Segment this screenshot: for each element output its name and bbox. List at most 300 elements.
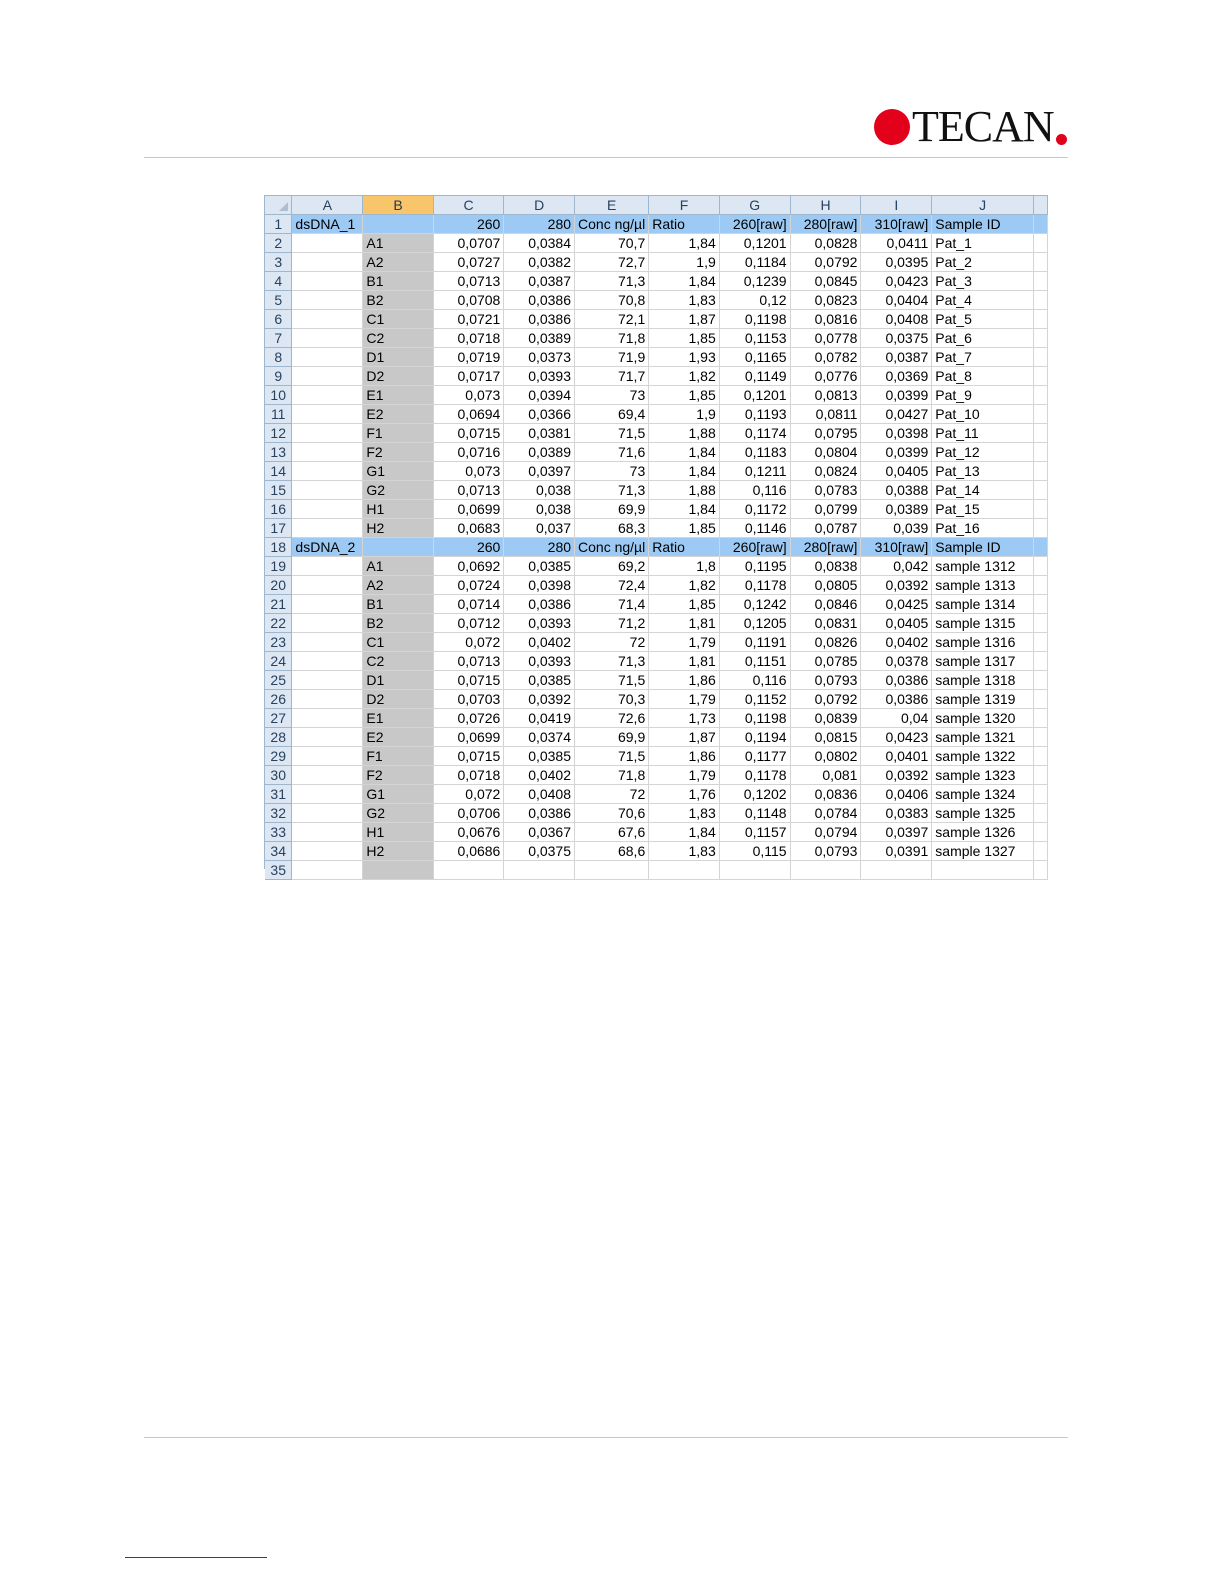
table-cell[interactable]: 0,1172 [719, 500, 790, 519]
table-cell[interactable]: 0,0423 [861, 728, 932, 747]
table-cell[interactable]: Pat_4 [932, 291, 1034, 310]
table-cell[interactable]: 0,0387 [861, 348, 932, 367]
table-cell[interactable]: 0,0411 [861, 234, 932, 253]
row-header[interactable]: 15 [265, 481, 292, 500]
table-cell[interactable]: 0,0727 [433, 253, 504, 272]
table-cell[interactable]: 0,0398 [504, 576, 575, 595]
row-header[interactable]: 6 [265, 310, 292, 329]
table-cell[interactable]: sample 1321 [932, 728, 1034, 747]
table-cell[interactable]: 0,0715 [433, 747, 504, 766]
row-header[interactable]: 19 [265, 557, 292, 576]
table-cell[interactable]: 0,0836 [790, 785, 861, 804]
row-header[interactable]: 35 [265, 861, 292, 880]
table-cell[interactable]: sample 1325 [932, 804, 1034, 823]
table-cell[interactable]: 1,85 [649, 329, 720, 348]
table-cell[interactable]: 0,0826 [790, 633, 861, 652]
table-cell[interactable]: 1,87 [649, 728, 720, 747]
table-cell[interactable]: 0,0393 [504, 614, 575, 633]
row-header[interactable]: 7 [265, 329, 292, 348]
table-cell[interactable]: E2 [363, 405, 433, 424]
table-cell[interactable]: 0,0713 [433, 481, 504, 500]
table-cell[interactable]: sample 1323 [932, 766, 1034, 785]
table-cell[interactable] [292, 443, 363, 462]
table-cell[interactable]: 0,0383 [861, 804, 932, 823]
table-cell[interactable]: 71,8 [575, 329, 649, 348]
row-header[interactable]: 34 [265, 842, 292, 861]
table-cell[interactable]: Pat_8 [932, 367, 1034, 386]
table-cell[interactable]: 0,0815 [790, 728, 861, 747]
row-header[interactable]: 2 [265, 234, 292, 253]
table-cell[interactable]: 72,6 [575, 709, 649, 728]
table-cell[interactable]: 68,3 [575, 519, 649, 538]
table-cell[interactable]: 0,0375 [861, 329, 932, 348]
table-cell[interactable] [292, 405, 363, 424]
table-cell[interactable]: 0,0719 [433, 348, 504, 367]
table-cell[interactable]: 0,0792 [790, 253, 861, 272]
table-cell[interactable]: 0,081 [790, 766, 861, 785]
table-cell[interactable] [292, 728, 363, 747]
table-cell[interactable]: 67,6 [575, 823, 649, 842]
table-cell[interactable]: 0,0813 [790, 386, 861, 405]
table-cell[interactable]: B2 [363, 614, 433, 633]
table-cell[interactable]: 0,038 [504, 500, 575, 519]
table-cell[interactable]: 1,85 [649, 595, 720, 614]
column-header-g[interactable]: G [719, 196, 790, 215]
table-cell[interactable]: 0,0783 [790, 481, 861, 500]
table-cell[interactable]: 71,2 [575, 614, 649, 633]
table-cell[interactable]: 1,9 [649, 405, 720, 424]
table-cell[interactable] [292, 386, 363, 405]
table-cell[interactable]: 0,0392 [504, 690, 575, 709]
table-cell[interactable]: 0,0721 [433, 310, 504, 329]
table-cell[interactable]: 0,1195 [719, 557, 790, 576]
table-cell[interactable]: 0,0402 [504, 633, 575, 652]
table-cell[interactable]: 1,84 [649, 443, 720, 462]
table-cell[interactable]: 310[raw] [861, 538, 932, 557]
table-cell[interactable] [363, 538, 433, 557]
table-cell[interactable]: 69,4 [575, 405, 649, 424]
table-cell[interactable]: 72,1 [575, 310, 649, 329]
table-cell[interactable]: 0,1211 [719, 462, 790, 481]
table-cell[interactable]: 73 [575, 386, 649, 405]
table-cell[interactable]: B2 [363, 291, 433, 310]
table-cell[interactable] [861, 861, 932, 880]
table-cell[interactable]: 0,1149 [719, 367, 790, 386]
row-header[interactable]: 13 [265, 443, 292, 462]
row-header[interactable]: 33 [265, 823, 292, 842]
table-cell[interactable] [292, 234, 363, 253]
table-cell[interactable] [504, 861, 575, 880]
table-cell[interactable]: G1 [363, 785, 433, 804]
table-cell[interactable]: 0,0795 [790, 424, 861, 443]
table-cell[interactable]: 0,0715 [433, 424, 504, 443]
table-cell[interactable]: 0,0386 [861, 671, 932, 690]
table-cell[interactable]: 0,0386 [504, 804, 575, 823]
table-cell[interactable] [292, 747, 363, 766]
table-cell[interactable]: sample 1316 [932, 633, 1034, 652]
table-cell[interactable]: 0,0385 [504, 671, 575, 690]
table-cell[interactable]: 69,2 [575, 557, 649, 576]
table-cell[interactable] [292, 633, 363, 652]
table-cell[interactable]: A1 [363, 557, 433, 576]
table-cell[interactable]: B1 [363, 272, 433, 291]
table-cell[interactable]: 1,82 [649, 576, 720, 595]
table-cell[interactable]: 0,1146 [719, 519, 790, 538]
table-cell[interactable]: D1 [363, 671, 433, 690]
column-header-e[interactable]: E [575, 196, 649, 215]
table-cell[interactable]: 260[raw] [719, 538, 790, 557]
table-cell[interactable]: 0,1198 [719, 709, 790, 728]
table-cell[interactable]: sample 1317 [932, 652, 1034, 671]
table-cell[interactable]: Pat_7 [932, 348, 1034, 367]
table-cell[interactable]: 1,79 [649, 690, 720, 709]
table-cell[interactable] [292, 272, 363, 291]
table-cell[interactable] [649, 861, 720, 880]
table-cell[interactable]: 0,0427 [861, 405, 932, 424]
table-cell[interactable]: 0,0831 [790, 614, 861, 633]
row-header[interactable]: 22 [265, 614, 292, 633]
table-cell[interactable]: 0,1184 [719, 253, 790, 272]
table-cell[interactable] [790, 861, 861, 880]
table-cell[interactable]: 1,81 [649, 652, 720, 671]
column-header-a[interactable]: A [292, 196, 363, 215]
table-cell[interactable]: 0,072 [433, 785, 504, 804]
table-cell[interactable]: 0,0838 [790, 557, 861, 576]
row-header[interactable]: 26 [265, 690, 292, 709]
table-cell[interactable]: A1 [363, 234, 433, 253]
table-cell[interactable]: 0,0391 [861, 842, 932, 861]
spreadsheet[interactable] [264, 195, 1048, 878]
table-cell[interactable]: 1,86 [649, 671, 720, 690]
table-cell[interactable]: 73 [575, 462, 649, 481]
table-cell[interactable] [292, 861, 363, 880]
row-header[interactable]: 27 [265, 709, 292, 728]
table-cell[interactable]: D2 [363, 690, 433, 709]
table-cell[interactable]: 0,0399 [861, 443, 932, 462]
table-cell[interactable]: 1,76 [649, 785, 720, 804]
table-cell[interactable]: 0,0794 [790, 823, 861, 842]
table-cell[interactable]: 0,0699 [433, 500, 504, 519]
column-header-f[interactable]: F [649, 196, 720, 215]
row-header[interactable]: 21 [265, 595, 292, 614]
table-cell[interactable]: 1,81 [649, 614, 720, 633]
table-cell[interactable] [292, 823, 363, 842]
table-cell[interactable]: sample 1326 [932, 823, 1034, 842]
table-cell[interactable]: 0,116 [719, 671, 790, 690]
table-cell[interactable]: 0,0828 [790, 234, 861, 253]
table-cell[interactable]: 0,0405 [861, 462, 932, 481]
table-cell[interactable]: 0,0799 [790, 500, 861, 519]
table-cell[interactable]: 0,0716 [433, 443, 504, 462]
row-header[interactable]: 14 [265, 462, 292, 481]
table-cell[interactable]: 0,0367 [504, 823, 575, 842]
table-cell[interactable]: 0,0389 [504, 443, 575, 462]
table-cell[interactable]: G2 [363, 804, 433, 823]
table-cell[interactable]: 0,0392 [861, 766, 932, 785]
table-cell[interactable]: 0,0713 [433, 272, 504, 291]
table-cell[interactable]: 0,0712 [433, 614, 504, 633]
row-header[interactable]: 8 [265, 348, 292, 367]
table-cell[interactable]: Pat_9 [932, 386, 1034, 405]
table-cell[interactable]: 260 [433, 538, 504, 557]
table-cell[interactable]: 0,0375 [504, 842, 575, 861]
table-cell[interactable]: 0,0386 [504, 595, 575, 614]
table-cell[interactable]: 0,0392 [861, 576, 932, 595]
column-header-i[interactable]: I [861, 196, 932, 215]
table-cell[interactable]: 0,0811 [790, 405, 861, 424]
row-header[interactable]: 25 [265, 671, 292, 690]
table-cell[interactable]: 1,79 [649, 633, 720, 652]
table-cell[interactable] [363, 861, 433, 880]
table-cell[interactable]: 1,84 [649, 234, 720, 253]
row-header[interactable]: 1 [265, 215, 292, 234]
table-cell[interactable]: 70,7 [575, 234, 649, 253]
table-cell[interactable]: 71,5 [575, 671, 649, 690]
row-header[interactable]: 10 [265, 386, 292, 405]
table-cell[interactable]: 0,0726 [433, 709, 504, 728]
table-cell[interactable] [433, 861, 504, 880]
table-cell[interactable]: 0,0787 [790, 519, 861, 538]
table-cell[interactable]: C1 [363, 310, 433, 329]
row-header[interactable]: 12 [265, 424, 292, 443]
table-cell[interactable]: 0,0816 [790, 310, 861, 329]
table-cell[interactable]: 0,0398 [861, 424, 932, 443]
table-cell[interactable]: 71,6 [575, 443, 649, 462]
table-cell[interactable]: 0,0792 [790, 690, 861, 709]
table-cell[interactable]: 0,0699 [433, 728, 504, 747]
table-cell[interactable] [292, 348, 363, 367]
table-cell[interactable]: 0,1239 [719, 272, 790, 291]
table-cell[interactable]: sample 1322 [932, 747, 1034, 766]
table-cell[interactable]: 1,87 [649, 310, 720, 329]
table-cell[interactable] [932, 861, 1034, 880]
table-cell[interactable]: 70,6 [575, 804, 649, 823]
table-cell[interactable]: 1,83 [649, 804, 720, 823]
table-cell[interactable]: dsDNA_1 [292, 215, 363, 234]
table-cell[interactable]: 0,1152 [719, 690, 790, 709]
table-cell[interactable]: sample 1320 [932, 709, 1034, 728]
table-cell[interactable] [363, 215, 433, 234]
table-cell[interactable]: 0,0384 [504, 234, 575, 253]
table-cell[interactable]: 71,7 [575, 367, 649, 386]
table-cell[interactable]: 1,88 [649, 424, 720, 443]
table-cell[interactable]: C2 [363, 652, 433, 671]
table-cell[interactable]: 0,038 [504, 481, 575, 500]
table-cell[interactable]: 1,93 [649, 348, 720, 367]
table-cell[interactable]: 72 [575, 785, 649, 804]
table-cell[interactable]: 0,0784 [790, 804, 861, 823]
table-cell[interactable]: 0,1242 [719, 595, 790, 614]
table-cell[interactable]: 0,0785 [790, 652, 861, 671]
table-cell[interactable]: 0,0805 [790, 576, 861, 595]
table-cell[interactable]: 0,0399 [861, 386, 932, 405]
table-cell[interactable]: 0,0381 [504, 424, 575, 443]
table-cell[interactable]: A2 [363, 253, 433, 272]
table-cell[interactable]: 1,86 [649, 747, 720, 766]
table-cell[interactable]: 0,0397 [504, 462, 575, 481]
table-cell[interactable]: 0,0408 [504, 785, 575, 804]
row-header[interactable]: 3 [265, 253, 292, 272]
table-cell[interactable]: 0,0373 [504, 348, 575, 367]
table-cell[interactable]: 0,0793 [790, 671, 861, 690]
table-cell[interactable]: 0,0425 [861, 595, 932, 614]
table-cell[interactable]: 0,1198 [719, 310, 790, 329]
table-cell[interactable]: 0,1205 [719, 614, 790, 633]
table-cell[interactable]: 0,0714 [433, 595, 504, 614]
table-cell[interactable]: Pat_14 [932, 481, 1034, 500]
table-cell[interactable]: 0,0369 [861, 367, 932, 386]
table-cell[interactable]: 0,1165 [719, 348, 790, 367]
table-cell[interactable]: Sample ID [932, 215, 1034, 234]
table-cell[interactable]: 0,0382 [504, 253, 575, 272]
table-cell[interactable]: 69,9 [575, 500, 649, 519]
table-cell[interactable]: 1,9 [649, 253, 720, 272]
table-cell[interactable]: 260 [433, 215, 504, 234]
table-cell[interactable]: 1,84 [649, 462, 720, 481]
table-cell[interactable]: 0,0708 [433, 291, 504, 310]
table-cell[interactable]: 0,0706 [433, 804, 504, 823]
table-cell[interactable]: 0,0393 [504, 652, 575, 671]
table-cell[interactable]: 0,0366 [504, 405, 575, 424]
table-cell[interactable]: 1,85 [649, 386, 720, 405]
table-cell[interactable]: 0,0386 [504, 291, 575, 310]
table-cell[interactable] [292, 367, 363, 386]
table-cell[interactable]: 280[raw] [790, 215, 861, 234]
table-cell[interactable]: 0,0676 [433, 823, 504, 842]
row-header[interactable]: 29 [265, 747, 292, 766]
table-cell[interactable]: 71,5 [575, 424, 649, 443]
table-cell[interactable]: 71,8 [575, 766, 649, 785]
row-header[interactable]: 31 [265, 785, 292, 804]
table-cell[interactable]: 0,0395 [861, 253, 932, 272]
table-cell[interactable]: A2 [363, 576, 433, 595]
row-header[interactable]: 17 [265, 519, 292, 538]
table-cell[interactable]: 0,0839 [790, 709, 861, 728]
table-cell[interactable]: Pat_3 [932, 272, 1034, 291]
table-cell[interactable] [292, 557, 363, 576]
table-cell[interactable]: 72,4 [575, 576, 649, 595]
table-cell[interactable]: 0,0793 [790, 842, 861, 861]
table-cell[interactable]: sample 1324 [932, 785, 1034, 804]
table-cell[interactable]: 0,0823 [790, 291, 861, 310]
table-cell[interactable]: 0,0406 [861, 785, 932, 804]
table-cell[interactable]: Pat_6 [932, 329, 1034, 348]
table-cell[interactable]: Ratio [649, 538, 720, 557]
table-cell[interactable]: 0,0802 [790, 747, 861, 766]
table-cell[interactable]: 0,1191 [719, 633, 790, 652]
table-cell[interactable]: 71,9 [575, 348, 649, 367]
table-cell[interactable] [575, 861, 649, 880]
table-cell[interactable]: 0,0824 [790, 462, 861, 481]
row-header[interactable]: 20 [265, 576, 292, 595]
table-cell[interactable] [292, 690, 363, 709]
table-cell[interactable]: 71,3 [575, 481, 649, 500]
table-cell[interactable]: 0,0423 [861, 272, 932, 291]
table-cell[interactable]: 0,1201 [719, 386, 790, 405]
table-cell[interactable]: Pat_1 [932, 234, 1034, 253]
table-cell[interactable]: C1 [363, 633, 433, 652]
table-cell[interactable] [292, 500, 363, 519]
table-cell[interactable]: 0,1153 [719, 329, 790, 348]
table-cell[interactable]: 70,8 [575, 291, 649, 310]
table-cell[interactable]: 0,0389 [861, 500, 932, 519]
table-cell[interactable]: 71,3 [575, 272, 649, 291]
table-cell[interactable]: 0,0686 [433, 842, 504, 861]
table-cell[interactable]: 1,88 [649, 481, 720, 500]
table-cell[interactable]: C2 [363, 329, 433, 348]
table-cell[interactable] [292, 804, 363, 823]
table-cell[interactable]: 0,1174 [719, 424, 790, 443]
table-cell[interactable]: 71,4 [575, 595, 649, 614]
table-cell[interactable]: 0,0393 [504, 367, 575, 386]
table-cell[interactable]: Pat_5 [932, 310, 1034, 329]
table-cell[interactable]: 0,1194 [719, 728, 790, 747]
table-cell[interactable]: 70,3 [575, 690, 649, 709]
table-cell[interactable]: D2 [363, 367, 433, 386]
row-header[interactable]: 30 [265, 766, 292, 785]
table-cell[interactable] [292, 329, 363, 348]
table-cell[interactable] [292, 842, 363, 861]
table-cell[interactable]: 0,0386 [861, 690, 932, 709]
table-cell[interactable]: 1,84 [649, 823, 720, 842]
table-cell[interactable] [292, 614, 363, 633]
column-header-h[interactable]: H [790, 196, 861, 215]
table-cell[interactable]: H2 [363, 842, 433, 861]
table-cell[interactable]: 0,0397 [861, 823, 932, 842]
table-cell[interactable]: Sample ID [932, 538, 1034, 557]
table-cell[interactable] [292, 253, 363, 272]
table-cell[interactable]: 280 [504, 215, 575, 234]
row-header[interactable]: 5 [265, 291, 292, 310]
row-header[interactable]: 16 [265, 500, 292, 519]
table-cell[interactable]: 0,1151 [719, 652, 790, 671]
table-cell[interactable]: Pat_11 [932, 424, 1034, 443]
table-cell[interactable]: 1,83 [649, 842, 720, 861]
table-cell[interactable]: 0,0401 [861, 747, 932, 766]
table-cell[interactable]: 0,0405 [861, 614, 932, 633]
table-cell[interactable]: 0,0713 [433, 652, 504, 671]
row-header[interactable]: 32 [265, 804, 292, 823]
row-header[interactable]: 28 [265, 728, 292, 747]
table-cell[interactable]: sample 1315 [932, 614, 1034, 633]
table-cell[interactable]: 0,0385 [504, 557, 575, 576]
table-cell[interactable]: E2 [363, 728, 433, 747]
table-cell[interactable]: 0,0776 [790, 367, 861, 386]
table-cell[interactable]: 1,84 [649, 272, 720, 291]
table-cell[interactable]: G1 [363, 462, 433, 481]
table-cell[interactable]: 0,0402 [861, 633, 932, 652]
table-cell[interactable]: 0,115 [719, 842, 790, 861]
table-cell[interactable]: 0,0845 [790, 272, 861, 291]
table-cell[interactable]: Pat_16 [932, 519, 1034, 538]
table-cell[interactable] [292, 671, 363, 690]
table-cell[interactable]: 0,042 [861, 557, 932, 576]
row-header[interactable]: 4 [265, 272, 292, 291]
table-cell[interactable]: H1 [363, 500, 433, 519]
table-cell[interactable] [292, 481, 363, 500]
table-cell[interactable]: 0,0694 [433, 405, 504, 424]
table-cell[interactable]: 0,0703 [433, 690, 504, 709]
table-cell[interactable]: 71,3 [575, 652, 649, 671]
table-cell[interactable]: 0,037 [504, 519, 575, 538]
column-header-j[interactable]: J [932, 196, 1034, 215]
table-cell[interactable]: D1 [363, 348, 433, 367]
table-cell[interactable]: F2 [363, 766, 433, 785]
table-cell[interactable]: 0,0683 [433, 519, 504, 538]
table-cell[interactable]: H1 [363, 823, 433, 842]
table-cell[interactable]: F1 [363, 424, 433, 443]
table-cell[interactable]: 0,0378 [861, 652, 932, 671]
